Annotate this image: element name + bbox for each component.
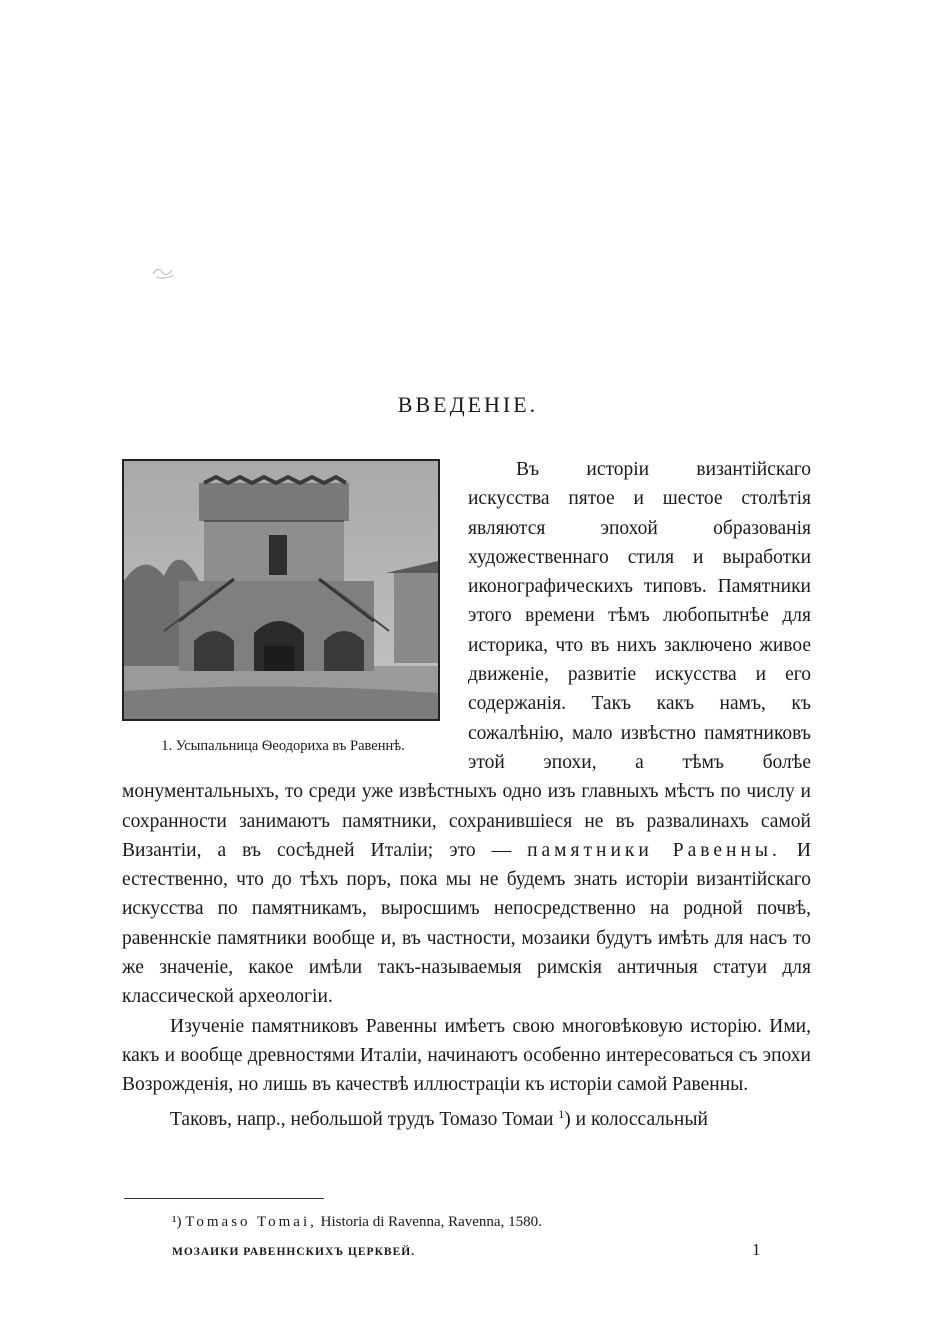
printer-signature: МОЗАИКИ РАВЕННСКИХЪ ЦЕРКВЕЙ. xyxy=(172,1246,416,1258)
page-number: 1 xyxy=(752,1240,761,1259)
footnote-work: Historia di Ravenna, Ravenna, 1580. xyxy=(320,1214,542,1230)
figure xyxy=(122,459,444,755)
body-text xyxy=(122,455,811,1134)
footnote-reference[interactable]: 1 xyxy=(558,1106,565,1121)
figure-caption: 1. Усыпальница Ѳеодориха въ Равеннѣ. xyxy=(161,738,405,754)
ink-smudge-mark xyxy=(150,262,180,282)
footnote-divider xyxy=(124,1198,324,1199)
footnote-author: Tomaso Tomai, xyxy=(185,1214,317,1230)
paragraph-2: Изученіе памятниковъ Равенны имѣетъ свою многовѣковую исторію. Ими, какъ и вообще древностями Италіи, начинаютъ особенно интересоваться съ эпохи Возрожденія, но лишь въ качествѣ иллюстраціи къ исторіи самой Равенны. xyxy=(122,1015,811,1096)
paragraph-3-text-b: ) и колоссальный xyxy=(564,1108,708,1130)
paragraph-1-text-b: И естественно, что до тѣхъ поръ, пока мы не будемъ знать исторіи византійскаго искусства по памятникамъ, выросшимъ непосредственно на родной почвѣ, равеннскіе памятники вообще и, въ частности, мозаики будутъ имѣть для насъ то же значеніе, какое имѣли такъ-называемыя римскія античныя статуи для классической археологіи. xyxy=(122,839,811,1008)
page-title: ВВЕДЕНІЕ. xyxy=(397,392,539,417)
footnote xyxy=(172,1214,542,1231)
paragraph-1-emphasis: памятники Равенны. xyxy=(527,839,781,861)
footnote-marker: ¹) xyxy=(172,1214,182,1230)
paragraph-1-text-a: Въ исторіи византійскаго искусства пятое и шестое столѣтія являются эпохой образованія художественнаго стиля и выработки иконографическихъ типовъ. Памятники этого времени тѣмъ любопытнѣе для историка, что въ нихъ заключено живое движеніе, развитіе искусства и его содержанія. Такъ какъ намъ, къ сожалѣнію, мало извѣстно памятниковъ этой эпохи, а тѣмъ болѣе монументальныхъ, то среди уже извѣстныхъ одно изъ главныхъ мѣстъ по числу и сохранности занимаютъ памятники, сохранившіеся не въ развалинахъ самой Византіи, а въ сосѣдней Италіи; это — xyxy=(122,459,811,861)
paragraph-3-text-a: Таковъ, напр., небольшой трудъ Томазо Томаи xyxy=(170,1108,554,1130)
paragraph-3 xyxy=(122,1100,811,1134)
mausoleum-photo xyxy=(122,459,440,721)
